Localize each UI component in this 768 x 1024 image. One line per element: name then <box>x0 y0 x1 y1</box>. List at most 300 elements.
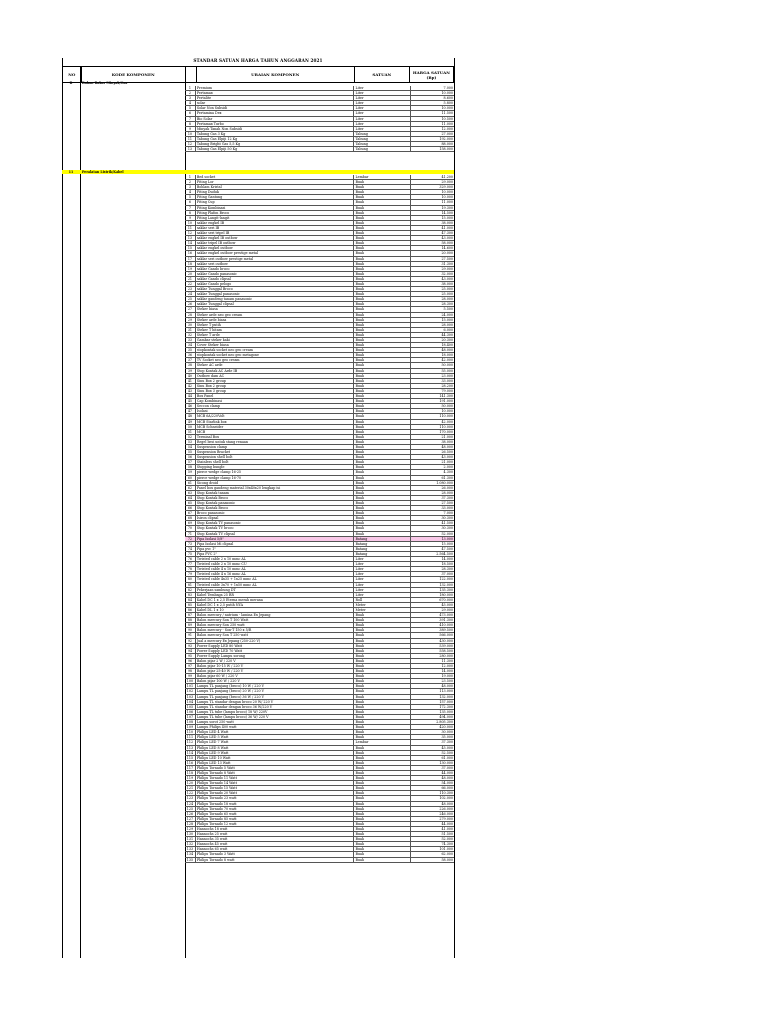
row-satuan: Buah <box>354 282 410 286</box>
row-number: 80 <box>185 577 196 581</box>
row-uraian: Balon pijar 60 W / 220 V <box>196 674 355 678</box>
row-satuan: Buah <box>354 817 410 821</box>
row-number: 41 <box>185 379 196 383</box>
row-satuan: Tabung <box>354 142 410 146</box>
row-satuan: Batang <box>354 542 410 546</box>
row-harga: 14.000 <box>441 669 453 674</box>
row-harga: 28.200 <box>441 383 453 388</box>
document-title: STANDAR SATUAN HARGA TAHUN ANGGARAN 2021 <box>193 58 323 63</box>
row-satuan: Buah <box>354 521 410 525</box>
row-uraian: Lampu TL tube (lampu broco) 36 W/ 220 V <box>196 715 355 719</box>
row-satuan: Buah <box>354 832 410 836</box>
row-uraian: Philips Tornado 8 watt <box>196 858 355 862</box>
row-satuan: Liter <box>354 572 410 576</box>
row-harga: 10.000 <box>441 106 453 111</box>
row-number: 108 <box>185 720 196 724</box>
row-satuan: Buah <box>354 639 410 643</box>
row-number: 63 <box>185 491 196 495</box>
row-harga: 74.300 <box>441 842 453 847</box>
row-harga: 25.000 <box>441 292 453 297</box>
row-satuan: Buah <box>354 751 410 755</box>
row-number: 48 <box>185 414 196 418</box>
row-number: 73 <box>185 542 196 546</box>
row-number: 107 <box>185 715 196 719</box>
row-uraian: Seccon clamp <box>196 404 355 408</box>
row-satuan: Buah <box>354 455 410 459</box>
row-harga: 45.000 <box>441 602 453 607</box>
row-uraian: Stainless shell bolt <box>196 460 355 464</box>
row-number: 97 <box>185 664 196 668</box>
row-uraian: Pipa PVC 2" <box>196 552 355 556</box>
row-harga: 33.000 <box>441 506 453 511</box>
row-number: 130 <box>185 832 196 836</box>
row-satuan: Buah <box>354 613 410 617</box>
row-uraian: saklar Tunggal clipsal <box>196 302 355 306</box>
row-uraian: saklar seri tripel IB <box>196 231 355 235</box>
row-satuan: Lembar <box>354 740 410 744</box>
row-satuan: Buah <box>354 796 410 800</box>
row-satuan: Buah <box>354 302 410 306</box>
row-harga: 158.000 <box>439 147 453 152</box>
row-harga: 6.000 <box>443 327 453 332</box>
row-number: 85 <box>185 603 196 607</box>
row-harga: 41.000 <box>441 225 453 230</box>
grid-line <box>80 66 81 958</box>
row-number: 98 <box>185 669 196 673</box>
row-harga: 135.300 <box>439 587 453 592</box>
row-satuan: Liter <box>354 96 410 100</box>
row-number: 1 <box>185 175 196 179</box>
row-satuan: Buah <box>354 470 410 474</box>
row-number: 91 <box>185 633 196 637</box>
row-satuan: Buah <box>354 414 410 418</box>
row-satuan: Liter <box>354 567 410 571</box>
row-satuan: Buah <box>354 313 410 317</box>
row-uraian: Fiting Cup <box>196 200 355 204</box>
row-number: 90 <box>185 628 196 632</box>
row-harga: 110.300 <box>439 791 453 796</box>
row-uraian: Solar Non Subsidi <box>196 106 355 110</box>
row-number: 55 <box>185 450 196 454</box>
row-uraian: Lampu sorot 250 watt <box>196 720 355 724</box>
row-number: 57 <box>185 460 196 464</box>
row-uraian: saklar engkel IB outbow <box>196 236 355 240</box>
row-harga: 28.300 <box>441 302 453 307</box>
row-harga: 23.000 <box>441 373 453 378</box>
row-uraian: Stop Kontak panasonic <box>196 501 355 505</box>
row-satuan: Buah <box>354 496 410 500</box>
row-harga: 27.500 <box>441 501 453 505</box>
row-uraian: Hannochs 65 watt <box>196 847 355 851</box>
row-satuan: Buah <box>354 623 410 627</box>
row-uraian: Bed socket <box>196 175 355 179</box>
row-satuan: Batang <box>354 547 410 551</box>
row-satuan: Buah <box>354 802 410 806</box>
row-uraian: saklar Gando clipsal <box>196 277 355 281</box>
row-uraian: saklar engkel outbow <box>196 246 355 250</box>
row-satuan: Buah <box>354 786 410 790</box>
row-harga: 48.000 <box>441 776 453 781</box>
row-number: 84 <box>185 598 196 602</box>
row-satuan: Buah <box>354 852 410 856</box>
row-satuan: Buah <box>354 705 410 709</box>
row-satuan: Buah <box>354 358 410 362</box>
row-satuan: Buah <box>354 761 410 765</box>
row-harga: 19.300 <box>441 205 453 210</box>
row-number: 72 <box>185 537 196 541</box>
row-uraian: Cap Kombinasi <box>196 399 355 403</box>
row-uraian: Tabung Gas Elpiji 50 Kg <box>196 147 355 151</box>
row-uraian: Balon mercury Son T 100 Watt <box>196 618 355 622</box>
row-uraian: Philips LED 13 Watt <box>196 761 355 765</box>
row-uraian: Cover Steker biasa <box>196 343 355 347</box>
row-number: 9 <box>185 216 196 220</box>
row-satuan: Buah <box>354 858 410 862</box>
row-number: 11 <box>185 137 196 141</box>
row-number: 10 <box>185 221 196 225</box>
row-number: 104 <box>185 700 196 704</box>
row-number: 75 <box>185 552 196 556</box>
row-number: 62 <box>185 486 196 490</box>
row-uraian: Balon pijar 2 W / 220 V <box>196 659 355 663</box>
row-harga: 48.000 <box>441 348 453 353</box>
row-number: 2 <box>185 91 196 95</box>
row-satuan: Buah <box>354 669 410 673</box>
row-number: 93 <box>185 644 196 648</box>
row-uraian: Box Panel <box>196 394 355 398</box>
row-satuan: Buah <box>354 399 410 403</box>
row-uraian: Isiron clipsal <box>196 516 355 520</box>
row-number: 8 <box>185 211 196 215</box>
row-harga: 14.600 <box>441 246 453 251</box>
row-uraian: solar <box>196 101 355 105</box>
row-satuan: Buah <box>354 241 410 245</box>
row-satuan: Buah <box>354 211 410 215</box>
row-satuan: Buah <box>354 190 410 194</box>
row-satuan: Buah <box>354 674 410 678</box>
row-satuan: Buah <box>354 481 410 485</box>
row-harga: 170.000 <box>439 429 453 434</box>
row-number: 50 <box>185 425 196 429</box>
row-harga: 10.000 <box>441 409 453 414</box>
row-harga: 79.000 <box>441 388 453 393</box>
row-satuan: Buah <box>354 409 410 413</box>
row-satuan: Buah <box>354 404 410 408</box>
row-satuan: Buah <box>354 307 410 311</box>
row-uraian: saklar Tunggal panasonic <box>196 292 355 296</box>
row-harga: 48.000 <box>441 684 453 689</box>
row-uraian: Lampu TL standar dengan broco 36 W/220 V <box>196 705 355 709</box>
header-satuan: SATUAN <box>355 67 410 82</box>
row-uraian: saklar engkel IB <box>196 221 355 225</box>
row-number: 89 <box>185 623 196 627</box>
row-number: 44 <box>185 394 196 398</box>
row-satuan: Buah <box>354 206 410 210</box>
row-satuan: Buah <box>354 465 410 469</box>
row-satuan: Buah <box>354 272 410 276</box>
row-satuan: Liter <box>354 583 410 587</box>
row-uraian: saklar seri outbow prestige metal <box>196 257 355 261</box>
row-uraian: Lampu TL tube (lampu broco) 18 W/ 220V <box>196 710 355 714</box>
row-uraian: Pipa Isolasi Mi clipsal <box>196 542 355 546</box>
row-harga: 14.500 <box>441 210 453 215</box>
row-harga: 37.300 <box>441 740 453 745</box>
row-harga: 15.000 <box>441 215 453 220</box>
row-satuan: Buah <box>354 847 410 851</box>
row-uraian: Philips Tornado 20 Watt <box>196 791 355 795</box>
row-uraian: Kabel Tembaga 25 RR <box>196 593 355 597</box>
row-number: 118 <box>185 771 196 775</box>
row-harga: 20.300 <box>441 338 453 342</box>
row-number: 29 <box>185 318 196 322</box>
row-harga: 7.000 <box>443 511 453 516</box>
row-uraian: Sinu Box 3 group <box>196 389 355 393</box>
row-satuan: Buah <box>354 343 410 347</box>
row-uraian: Tabung Bright Gas 5,5 Kg <box>196 142 355 146</box>
row-number: 123 <box>185 796 196 800</box>
row-harga: 37.300 <box>441 495 453 500</box>
row-harga: 52.000 <box>441 531 453 536</box>
row-satuan: Buah <box>354 700 410 704</box>
header-spacer <box>186 67 197 82</box>
row-harga: 27.500 <box>441 256 453 261</box>
row-harga: 23.500 <box>441 679 453 684</box>
row-number: 10 <box>185 132 196 136</box>
row-satuan: Buah <box>354 532 410 536</box>
row-satuan: Buah <box>354 628 410 632</box>
row-harga: 42.000 <box>441 419 453 424</box>
row-number: 83 <box>185 593 196 597</box>
row-harga: 280.000 <box>439 653 453 658</box>
row-satuan: Buah <box>354 781 410 785</box>
row-satuan: Buah <box>354 262 410 266</box>
row-satuan: Buah <box>354 730 410 734</box>
row-harga: 180.000 <box>439 592 453 597</box>
row-satuan: Buah <box>354 251 410 255</box>
row-uraian: stopkontak socket neo geo metagone <box>196 353 355 357</box>
row-harga: 110.000 <box>439 414 453 419</box>
row-uraian: Jual a mercury Ex Jepang (250-220 V) <box>196 639 355 643</box>
category-row-bbm <box>62 81 454 85</box>
row-uraian: Pertamax <box>196 91 355 95</box>
row-number: 133 <box>185 847 196 851</box>
row-number: 28 <box>185 313 196 317</box>
row-satuan: Buah <box>354 267 410 271</box>
row-satuan: Buah <box>354 827 410 831</box>
row-uraian: Power Supply LED 80 Watt <box>196 644 355 648</box>
row-uraian: Philips LED 8 Watt <box>196 746 355 750</box>
row-harga: 12.000 <box>441 126 453 131</box>
row-satuan: Buah <box>354 440 410 444</box>
row-harga: 102.000 <box>439 796 453 801</box>
row-uraian: Isolasi <box>196 409 355 413</box>
row-number: 5 <box>185 106 196 110</box>
row-harga: 11.300 <box>441 658 453 663</box>
row-harga: 192.000 <box>439 136 453 141</box>
row-harga: 18.400 <box>441 343 453 348</box>
row-number: 68 <box>185 516 196 520</box>
row-harga: 26.000 <box>441 485 453 490</box>
row-number: 64 <box>185 496 196 500</box>
row-uraian: Stop Kontak TV panasonic <box>196 521 355 525</box>
row-satuan: Buah <box>354 297 410 301</box>
row-harga: 28.000 <box>441 322 453 327</box>
row-uraian: Fiting Langit-langit <box>196 216 355 220</box>
row-satuan: Liter <box>354 111 410 115</box>
row-satuan: Buah <box>354 450 410 454</box>
row-satuan: Buah <box>354 374 410 378</box>
row-number: 52 <box>185 435 196 439</box>
row-harga: 246.000 <box>439 811 453 816</box>
row-harga: 4.300 <box>443 470 453 475</box>
row-number: 53 <box>185 440 196 444</box>
row-uraian: Sinu Box 2 group <box>196 384 355 388</box>
row-number: 27 <box>185 307 196 311</box>
table-row <box>185 858 454 863</box>
row-number: 23 <box>185 287 196 291</box>
row-uraian: Philips Tornado 14 Watt <box>196 781 355 785</box>
row-harga: 15.000 <box>441 541 453 546</box>
row-satuan: Buah <box>354 644 410 648</box>
row-harga: 51.500 <box>441 832 453 837</box>
row-harga: 410.000 <box>439 623 453 628</box>
row-harga: 43.000 <box>441 236 453 241</box>
row-satuan: Batang <box>354 552 410 556</box>
row-number: 135 <box>185 858 196 862</box>
row-uraian: MCB Starlink box <box>196 420 355 424</box>
row-number: 70 <box>185 526 196 530</box>
row-uraian: Stop Kontak Broco <box>196 496 355 500</box>
row-satuan: Buah <box>354 710 410 714</box>
row-harga: 494.000 <box>439 714 453 719</box>
row-number: 77 <box>185 562 196 566</box>
row-satuan: Buah <box>354 257 410 261</box>
row-harga: 88.000 <box>441 142 453 147</box>
row-uraian: Pipa pvc 1" <box>196 547 355 551</box>
row-harga: 389.500 <box>439 628 453 633</box>
row-satuan: Liter <box>354 101 410 105</box>
row-uraian: Philips Tornado 70 watt <box>196 807 355 811</box>
row-harga: 122.000 <box>439 577 453 582</box>
row-number: 96 <box>185 659 196 663</box>
row-harga: 30.300 <box>441 526 453 531</box>
row-harga: 32.000 <box>441 271 453 276</box>
row-number: 22 <box>185 282 196 286</box>
row-uraian: Steker biasa <box>196 307 355 311</box>
row-harga: 279.000 <box>439 816 453 821</box>
row-number: 4 <box>185 101 196 105</box>
row-number: 117 <box>185 766 196 770</box>
category-number: 11 <box>68 170 74 175</box>
row-uraian: Kabel DL 1 x 10 <box>196 608 355 612</box>
row-number: 101 <box>185 684 196 688</box>
row-uraian: saklar seri outbow <box>196 262 355 266</box>
row-uraian: Philips LED 9 Watt <box>196 751 355 755</box>
row-uraian: Philips Tornado 15 Watt <box>196 786 355 790</box>
category-label: Peralatan Listrik/Kabel <box>82 170 124 175</box>
row-number: 94 <box>185 649 196 653</box>
row-uraian: Steker T putih <box>196 323 355 327</box>
row-harga: 43.000 <box>441 276 453 281</box>
header-kode: KODE KOMPONEN <box>82 67 186 82</box>
row-uraian: Philips LED 5 Watt <box>196 735 355 739</box>
row-satuan: Tabung <box>354 137 410 141</box>
row-number: 127 <box>185 817 196 821</box>
row-number: 121 <box>185 786 196 790</box>
row-satuan: Buah <box>354 318 410 322</box>
row-number: 13 <box>185 236 196 240</box>
row-uraian: saklar Gando pelogo <box>196 282 355 286</box>
row-satuan: Buah <box>354 425 410 429</box>
row-harga: 391.300 <box>439 618 453 623</box>
row-harga: 44.300 <box>441 332 453 337</box>
row-satuan: Liter <box>354 577 410 581</box>
row-number: 110 <box>185 730 196 734</box>
row-uraian: Minyak Tanah Non Subsidi <box>196 127 355 131</box>
row-satuan: Buah <box>354 379 410 383</box>
row-uraian: saklar seri IB <box>196 226 355 230</box>
row-satuan: Buah <box>354 822 410 826</box>
row-number: 40 <box>185 374 196 378</box>
row-number: 45 <box>185 399 196 403</box>
row-harga: 141.300 <box>439 394 453 399</box>
row-uraian: Tabung Gas Elpiji 12 Kg <box>196 137 355 141</box>
row-satuan: Buah <box>354 328 410 332</box>
row-harga: 50.000 <box>441 404 453 409</box>
row-harga: 329.000 <box>439 185 453 190</box>
row-harga: 38.000 <box>441 281 453 286</box>
row-harga: 21.000 <box>441 460 453 465</box>
row-number: 122 <box>185 791 196 795</box>
row-uraian: Power Supply LED 70 Watt <box>196 649 355 653</box>
row-harga: 10.000 <box>441 195 453 200</box>
row-number: 59 <box>185 470 196 474</box>
row-satuan: Buah <box>354 348 410 352</box>
grid-line <box>454 58 455 958</box>
row-satuan: Buah <box>354 511 410 515</box>
row-satuan: Buah <box>354 842 410 846</box>
row-number: 34 <box>185 343 196 347</box>
row-number: 61 <box>185 481 196 485</box>
row-harga: 38.000 <box>441 439 453 444</box>
row-uraian: Fiting Kombinasi <box>196 206 355 210</box>
row-uraian: Suspension shell bolt <box>196 455 355 459</box>
row-satuan: Buah <box>354 791 410 795</box>
row-satuan: Liter <box>354 593 410 597</box>
row-uraian: Twisted cable 4 x 16 mmc AL <box>196 572 355 576</box>
row-uraian: Pertamax Turbo <box>196 122 355 126</box>
row-satuan: Liter <box>354 122 410 126</box>
row-satuan: Tabung <box>354 147 410 151</box>
row-number: 65 <box>185 501 196 505</box>
row-satuan: Roll <box>354 598 410 602</box>
row-satuan: Buah <box>354 369 410 373</box>
row-number: 76 <box>185 557 196 561</box>
row-uraian: Philips Tornado 8 Watt <box>196 771 355 775</box>
row-uraian: Hannochs 18 watt <box>196 827 355 831</box>
row-harga: 8.600 <box>443 96 453 101</box>
row-uraian: Fiting Gantung <box>196 195 355 199</box>
row-harga: 2.805.300 <box>436 720 453 725</box>
row-satuan: Buah <box>354 435 410 439</box>
row-harga: 30.000 <box>441 730 453 735</box>
row-harga: 48.000 <box>441 801 453 806</box>
row-number: 69 <box>185 521 196 525</box>
row-number: 26 <box>185 302 196 306</box>
row-satuan: Buah <box>354 323 410 327</box>
row-uraian: Fiting Plafon Broco <box>196 211 355 215</box>
row-satuan: Liter <box>354 86 410 90</box>
